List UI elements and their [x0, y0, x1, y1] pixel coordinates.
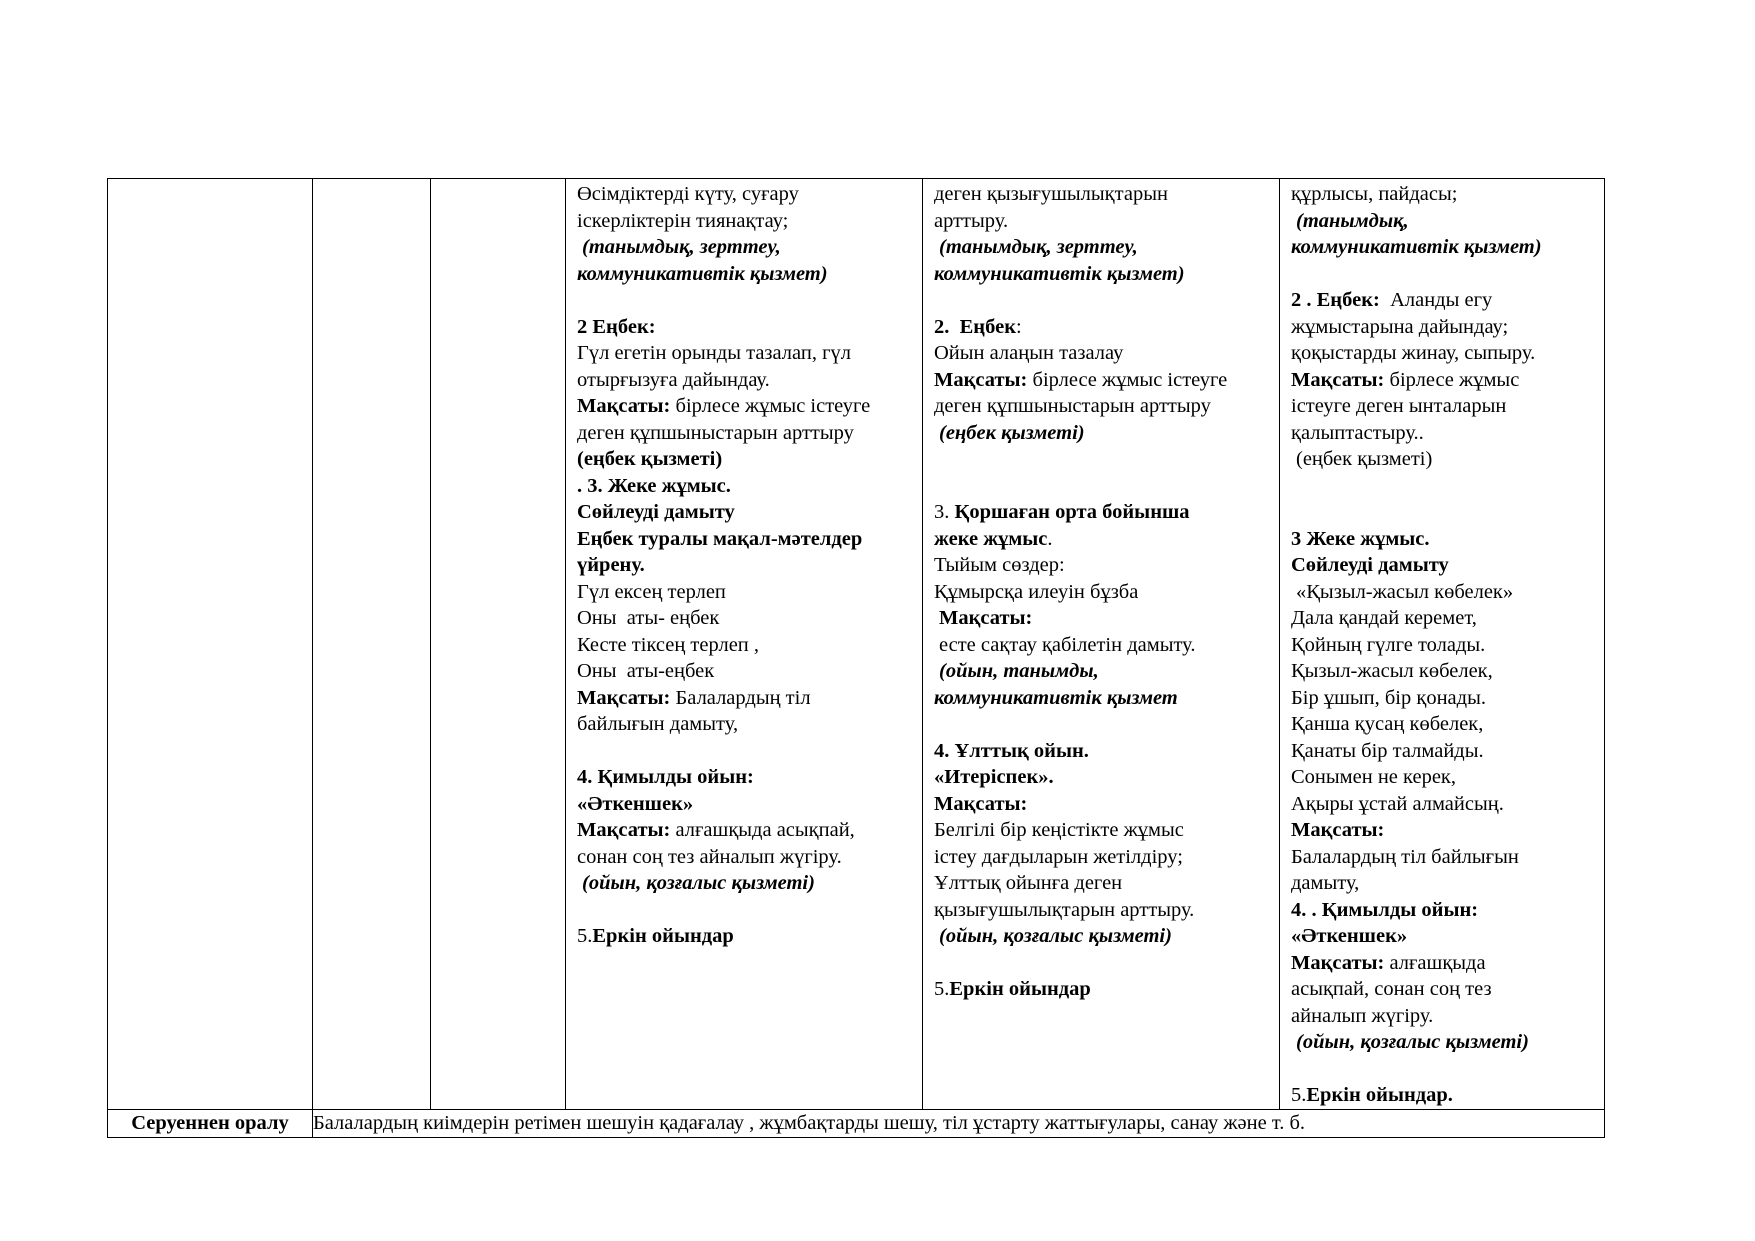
- text-line: істеу дағдыларын жетілдіру;: [934, 845, 1183, 868]
- subheading: Сөйлеуді дамыту: [577, 501, 735, 523]
- poem-line: Дала қандай керемет,: [1291, 607, 1477, 629]
- proverb-line: Кесте тіксең терлеп ,: [577, 633, 760, 656]
- game-heading: 4. Қимылды ойын:: [577, 766, 754, 788]
- text-line: айналып жүгіру.: [1291, 1004, 1434, 1027]
- labor-heading-line: [1291, 287, 1598, 314]
- goal-label: Мақсаты:: [577, 686, 671, 709]
- env-dot: .: [1047, 527, 1053, 550]
- goal-text: Балалардың тіл: [670, 686, 811, 709]
- game-name: «Әткеншек»: [1291, 925, 1408, 947]
- activity-note: коммуникативтік қызмет): [1291, 236, 1542, 258]
- poem-title: «Қызыл-жасыл көбелек»: [1296, 580, 1514, 603]
- text-line: дамыту,: [1291, 872, 1360, 894]
- text-line: қалыптастыру..: [1291, 421, 1424, 444]
- free-play-line: [934, 976, 1273, 1003]
- activity-note: (ойын, қозғалыс қызметі): [1296, 1031, 1529, 1053]
- poem-line: Ақыры ұстай алмайсың.: [1291, 792, 1504, 815]
- env-number: 3.: [934, 501, 955, 523]
- activity-note: коммуникативтік қызмет): [934, 262, 1185, 285]
- activity-note: (танымдық, зерттеу,: [939, 236, 1138, 258]
- env-heading: жеке жұмыс: [934, 527, 1048, 550]
- activity-note: (еңбек қызметі): [1296, 448, 1433, 470]
- text-line: Құмырсқа илеуін бұзба: [934, 580, 1139, 603]
- proverb-line: Оны аты- еңбек: [577, 607, 720, 629]
- goal-text: алғашқыда: [1384, 951, 1486, 974]
- activity-note: (еңбек қызметі): [939, 421, 1085, 444]
- text-line: жұмыстарына дайындау;: [1291, 315, 1509, 338]
- empty-cell-3: [431, 179, 566, 1110]
- labor-heading: 2 . Еңбек:: [1291, 289, 1380, 311]
- env-heading-line: [934, 526, 1273, 553]
- text-line: деген құпшыныстарын арттыру: [934, 395, 1211, 417]
- poem-line: Қойның гүлге толады.: [1291, 633, 1486, 656]
- text-line: іскерліктерін тиянақтау;: [577, 209, 789, 232]
- game-heading: 4. . Қимылды ойын:: [1291, 898, 1479, 921]
- labor-text: Аланды егу: [1379, 289, 1493, 311]
- individual-work-heading: 3 Жеке жұмыс.: [1291, 527, 1430, 550]
- env-heading-line: [934, 499, 1273, 526]
- labor-heading: 2. Еңбек: [934, 315, 1016, 338]
- goal-label: Мақсаты:: [939, 607, 1033, 629]
- return-row-text: Балалардың киімдерін ретімен шешуін қадағалау , жұмбақтарды шешу, тіл ұстарту жаттығулары, санау және т. б.: [313, 1110, 1605, 1138]
- activity-note: коммуникативтік қызмет: [934, 686, 1178, 709]
- subheading: Сөйлеуді дамыту: [1291, 554, 1449, 576]
- text-line: Ұлттық ойынға деген: [934, 872, 1123, 894]
- activity-note: (танымдық, зерттеу,: [582, 236, 781, 258]
- plan-table: [107, 178, 1605, 1138]
- poem-line: Қанаты бір талмайды.: [1291, 739, 1484, 762]
- goal-label: Мақсаты:: [1291, 951, 1385, 974]
- free-play-line: [1291, 1082, 1598, 1109]
- poem-line: Қызыл-жасыл көбелек,: [1291, 660, 1493, 682]
- goal-label: Мақсаты:: [577, 395, 671, 417]
- text-line: байлығын дамыту,: [577, 713, 739, 735]
- goal-line: [577, 393, 916, 420]
- goal-text: бірлесе жұмыс: [1384, 368, 1520, 391]
- goal-label: Мақсаты:: [934, 368, 1028, 391]
- proverb-line: Гүл ексең терлеп: [577, 580, 726, 603]
- text-line: қоқыстарды жинау, сыпыру.: [1291, 342, 1536, 364]
- text-line: деген құпшыныстарын арттыру: [577, 421, 854, 444]
- game-heading: 4. Ұлттық ойын.: [934, 739, 1089, 762]
- empty-cell-2: [313, 179, 431, 1110]
- labor-heading-line: [934, 314, 1273, 341]
- activity-note: коммуникативтік қызмет): [577, 262, 828, 285]
- subheading: үйрену.: [577, 554, 645, 576]
- text-line: Гүл егетін орынды тазалап, гүл: [577, 342, 851, 364]
- poem-line: Бір ұшып, бір қонады.: [1291, 686, 1486, 709]
- proverb-line: Оны аты-еңбек: [577, 660, 715, 682]
- goal-line: [577, 685, 916, 712]
- text-line: Балалардың тіл байлығын: [1291, 845, 1519, 868]
- goal-line: [1291, 367, 1598, 394]
- return-row-label: Серуеннен оралу: [108, 1110, 313, 1138]
- labor-heading: 2 Еңбек:: [577, 315, 656, 338]
- text-line: асықпай, сонан соң тез: [1291, 978, 1492, 1000]
- activity-note: (ойын, қозғалыс қызметі): [582, 872, 815, 894]
- goal-label: Мақсаты:: [577, 819, 671, 841]
- text-line: Тыйым сөздер:: [934, 554, 1065, 576]
- day-column-1: [566, 179, 923, 1110]
- text-line: Ойын алаңын тазалау: [934, 342, 1124, 364]
- free-play-number: 5.: [934, 978, 950, 1000]
- goal-text: есте сақтау қабілетін дамыту.: [939, 633, 1196, 656]
- poem-line: Сонымен не керек,: [1291, 766, 1457, 788]
- walk-row: [108, 179, 1605, 1110]
- activity-note: (ойын, танымды,: [939, 660, 1099, 682]
- goal-label: Мақсаты:: [1291, 368, 1385, 391]
- day-column-3: [1280, 179, 1605, 1110]
- return-row: [108, 1110, 1605, 1138]
- game-name: «Итеріспек».: [934, 766, 1054, 788]
- goal-line: [1291, 950, 1598, 977]
- free-play-text: Еркін ойындар: [592, 925, 734, 947]
- empty-cell-1: [108, 179, 313, 1110]
- goal-line: [577, 817, 916, 844]
- activity-note: (танымдық,: [1296, 209, 1409, 232]
- free-play-line: [577, 923, 916, 950]
- goal-label: Мақсаты:: [934, 792, 1028, 815]
- free-play-number: 5.: [577, 925, 593, 947]
- game-name: «Әткеншек»: [577, 792, 694, 815]
- text-line: Өсімдіктерді күту, суғару: [577, 183, 799, 205]
- subheading: Еңбек туралы мақал-мәтелдер: [577, 527, 863, 550]
- free-play-number: 5.: [1291, 1084, 1307, 1106]
- text-line: арттыру.: [934, 209, 1009, 232]
- text-line: қызығушылықтарын арттыру.: [934, 898, 1195, 921]
- text-line: Белгілі бір кеңістікте жұмыс: [934, 819, 1184, 841]
- goal-text: алғашқыда асықпай,: [670, 819, 855, 841]
- env-heading: Қоршаған орта бойынша: [954, 501, 1190, 523]
- goal-line: [934, 367, 1273, 394]
- day-column-2: [923, 179, 1280, 1110]
- activity-note: (ойын, қозғалыс қызметі): [939, 925, 1172, 947]
- text-line: отырғызуға дайындау.: [577, 368, 770, 391]
- text-line: құрлысы, пайдасы;: [1291, 183, 1458, 205]
- text-line: істеуге деген ынталарын: [1291, 395, 1507, 417]
- free-play-text: Еркін ойындар: [949, 978, 1091, 1000]
- labor-colon: :: [1016, 315, 1022, 338]
- text-line: деген қызығушылықтарын: [934, 183, 1168, 205]
- text-line: сонан соң тез айналып жүгіру.: [577, 845, 842, 868]
- goal-text: бірлесе жұмыс істеуге: [670, 395, 871, 417]
- activity-note: (еңбек қызметі): [577, 448, 723, 470]
- goal-text: бірлесе жұмыс істеуге: [1027, 368, 1228, 391]
- goal-label: Мақсаты:: [1291, 819, 1385, 841]
- free-play-text: Еркін ойындар.: [1306, 1084, 1453, 1106]
- individual-work-heading: . 3. Жеке жұмыс.: [577, 474, 731, 497]
- poem-line: Қанша қусаң көбелек,: [1291, 713, 1484, 735]
